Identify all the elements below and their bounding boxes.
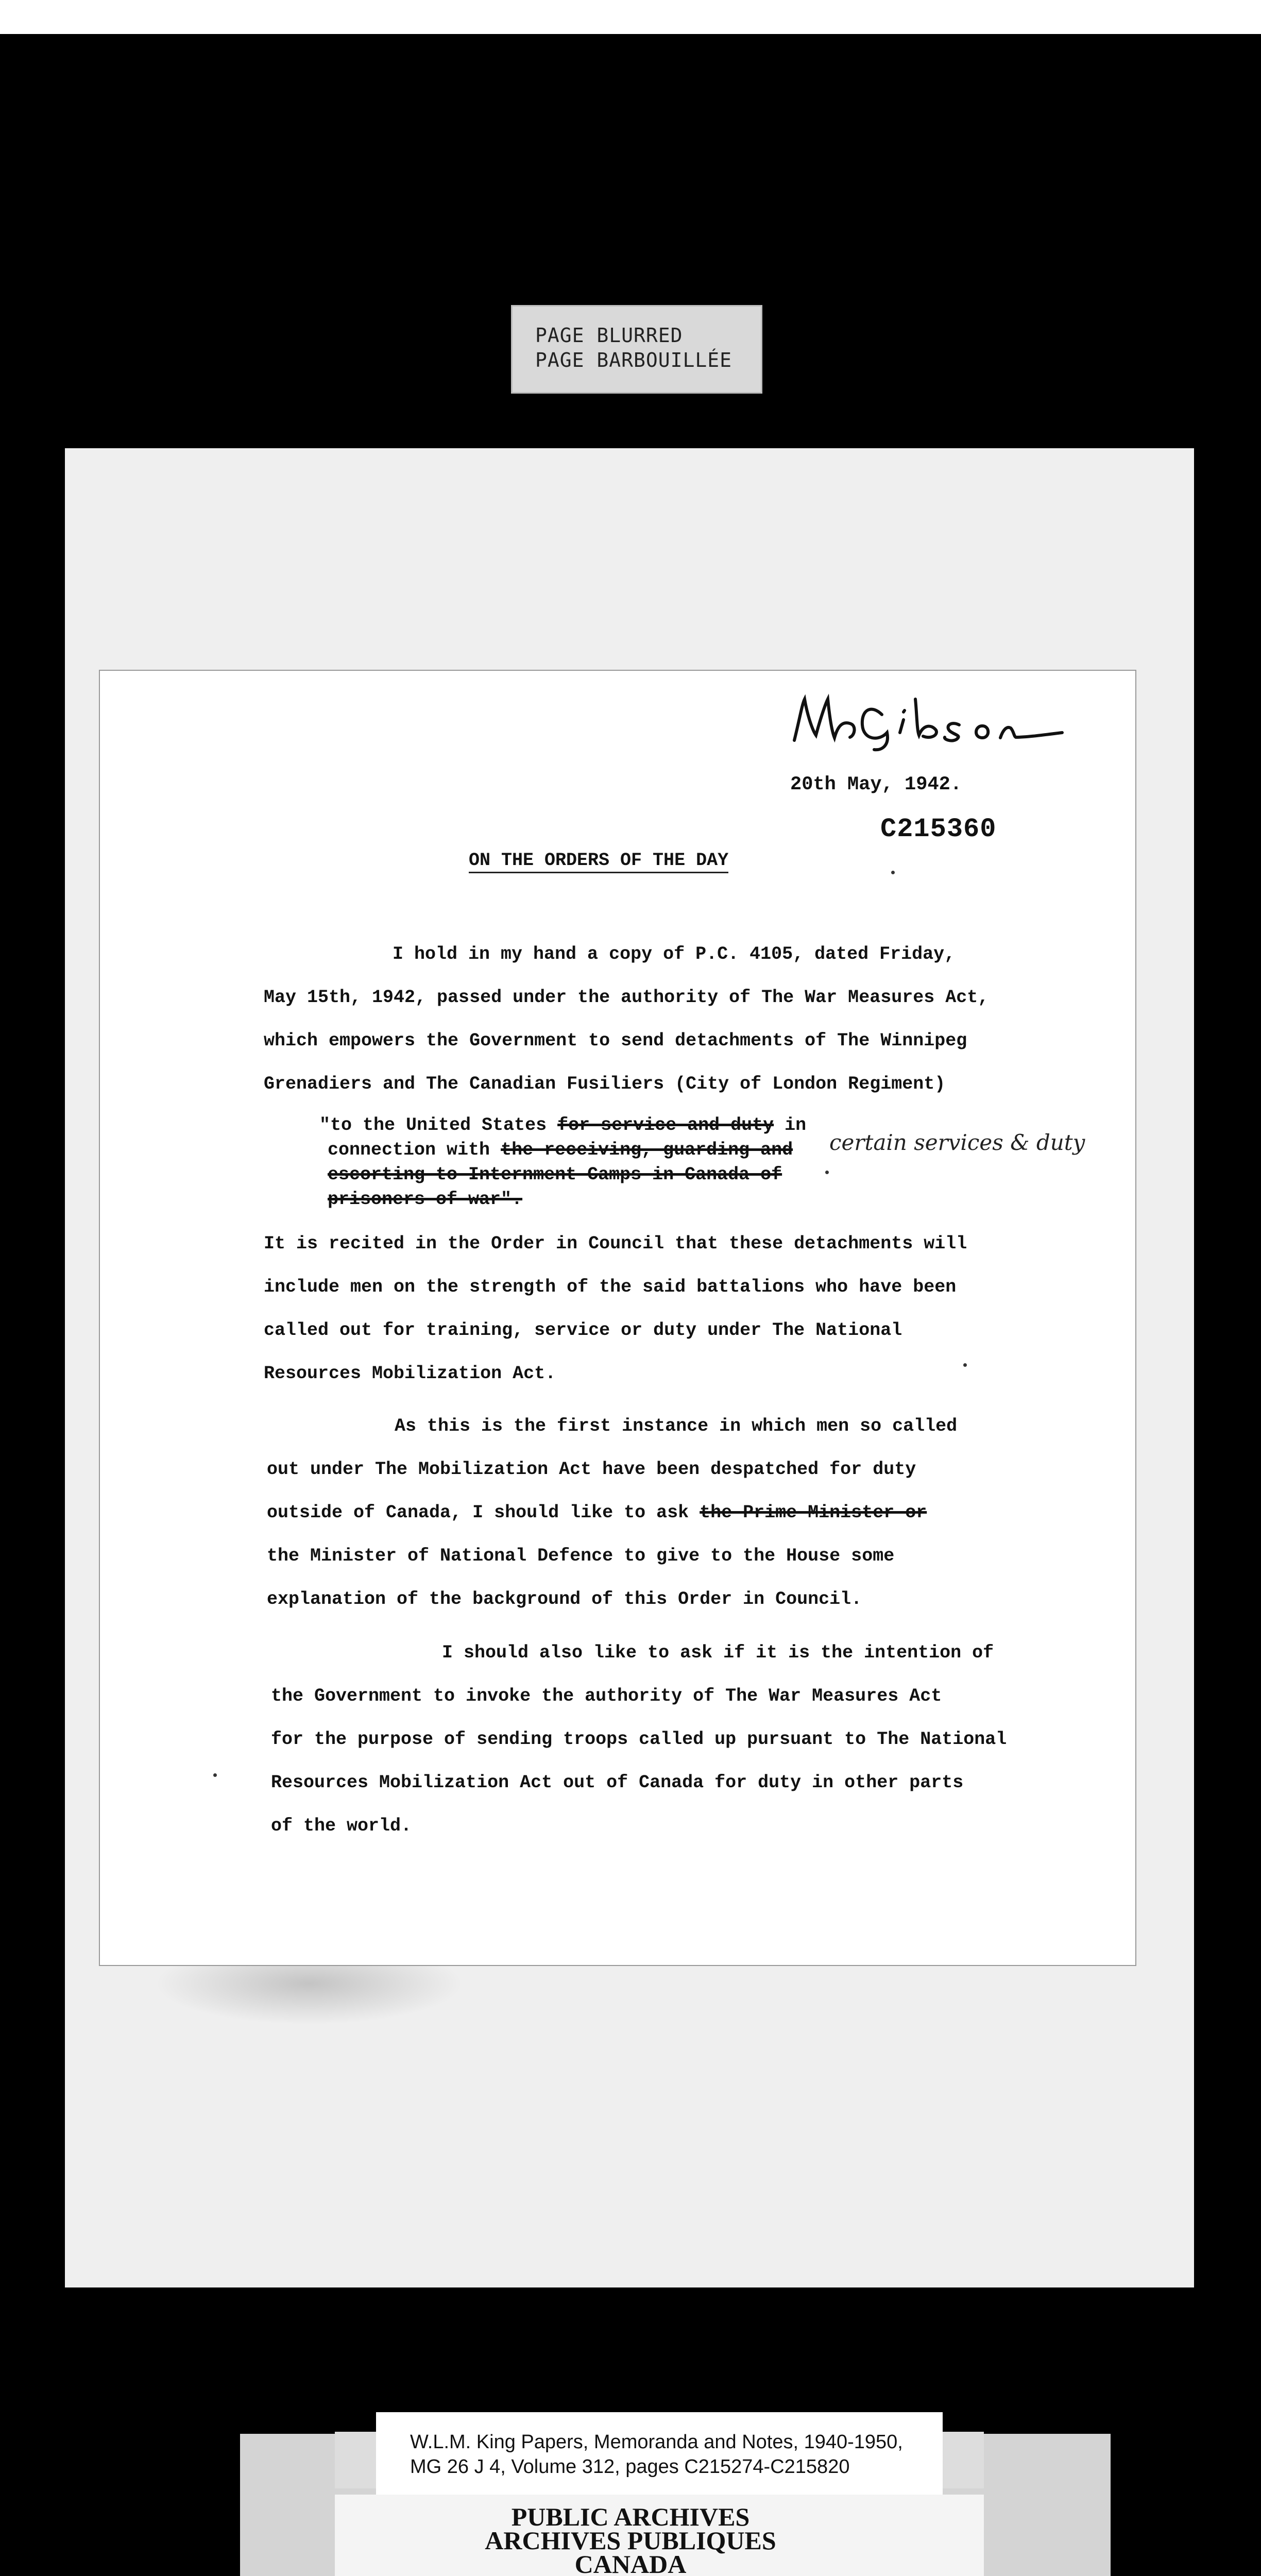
archives-line-2: ARCHIVES PUBLIQUES: [485, 2526, 776, 2555]
body-line: [267, 1502, 927, 1523]
body-line: of the world.: [271, 1816, 412, 1836]
body-line: out under The Mobilization Act have been despatched for duty: [267, 1459, 916, 1480]
body-line: I hold in my hand a copy of P.C. 4105, dated Friday,: [393, 944, 956, 964]
handwritten-signature: [784, 684, 1072, 756]
body-line: explanation of the background of this Order in Council.: [267, 1589, 862, 1609]
body-line: which empowers the Government to send detachments of The Winnipeg: [264, 1030, 967, 1051]
body-line: It is recited in the Order in Council that these detachments will: [264, 1233, 967, 1254]
speck: [891, 871, 895, 874]
struck-text: prisoners of war".: [328, 1189, 523, 1210]
body-line: include men on the strength of the said battalions who have been: [264, 1277, 957, 1297]
body-line: Resources Mobilization Act out of Canada for duty in other parts: [271, 1772, 964, 1793]
quote-line: [328, 1164, 782, 1185]
page-blurred-stamp: [511, 305, 762, 394]
top-border: [0, 0, 1261, 34]
caption-edge: [943, 2432, 984, 2488]
letter-date: 20th May, 1942.: [790, 774, 962, 795]
archives-line-3: CANADA: [574, 2550, 687, 2576]
archives-line-1: PUBLIC ARCHIVES: [511, 2502, 750, 2531]
quote-text: "to the United States: [319, 1115, 558, 1136]
body-line: the Minister of National Defence to give to the House some: [267, 1546, 895, 1566]
speck: [213, 1773, 217, 1777]
struck-text: escorting to Internment Camps in Canada of: [328, 1164, 782, 1185]
struck-text: the receiving, guarding and: [501, 1140, 793, 1160]
caption-line-1: W.L.M. King Papers, Memoranda and Notes, 1940-1950,: [410, 2431, 903, 2453]
body-line: the Government to invoke the authority of The War Measures Act: [271, 1686, 942, 1706]
document-number: C215360: [880, 814, 997, 844]
body-line: Resources Mobilization Act.: [264, 1363, 556, 1384]
letter-page: [99, 670, 1136, 1966]
body-line: for the purpose of sending troops called up pursuant to The National: [271, 1729, 1007, 1750]
quote-line: [328, 1189, 522, 1210]
speck: [825, 1171, 829, 1174]
body-line: called out for training, service or duty under The National: [264, 1320, 902, 1341]
body-text: outside of Canada, I should like to ask: [267, 1502, 700, 1523]
caption-edge: [335, 2432, 376, 2488]
archive-caption: [376, 2412, 943, 2495]
margin-note-text: certain services & duty: [829, 1130, 1085, 1155]
public-archives-label: [0, 2502, 1261, 2576]
struck-text: for service and duty: [557, 1115, 774, 1136]
struck-text: the Prime Minister or: [700, 1502, 927, 1523]
stamp-line-1: PAGE BLURRED: [535, 324, 683, 347]
caption-line-2: MG 26 J 4, Volume 312, pages C215274-C215820: [410, 2456, 850, 2478]
quote-line: [328, 1140, 793, 1160]
body-line: Grenadiers and The Canadian Fusiliers (City of London Regiment): [264, 1074, 946, 1094]
stamp-line-2: PAGE BARBOUILLÉE: [535, 349, 732, 371]
speck: [963, 1363, 967, 1367]
quote-text: in: [774, 1115, 807, 1136]
body-line: As this is the first instance in which men so called: [395, 1416, 958, 1436]
quote-line: [319, 1115, 806, 1136]
quote-text: connection with: [328, 1140, 501, 1160]
body-line: May 15th, 1942, passed under the authority of The War Measures Act,: [264, 987, 989, 1008]
letter-heading: ON THE ORDERS OF THE DAY: [469, 850, 728, 873]
handwritten-margin-note: [825, 1123, 1114, 1164]
body-line: I should also like to ask if it is the intention of: [442, 1642, 994, 1663]
